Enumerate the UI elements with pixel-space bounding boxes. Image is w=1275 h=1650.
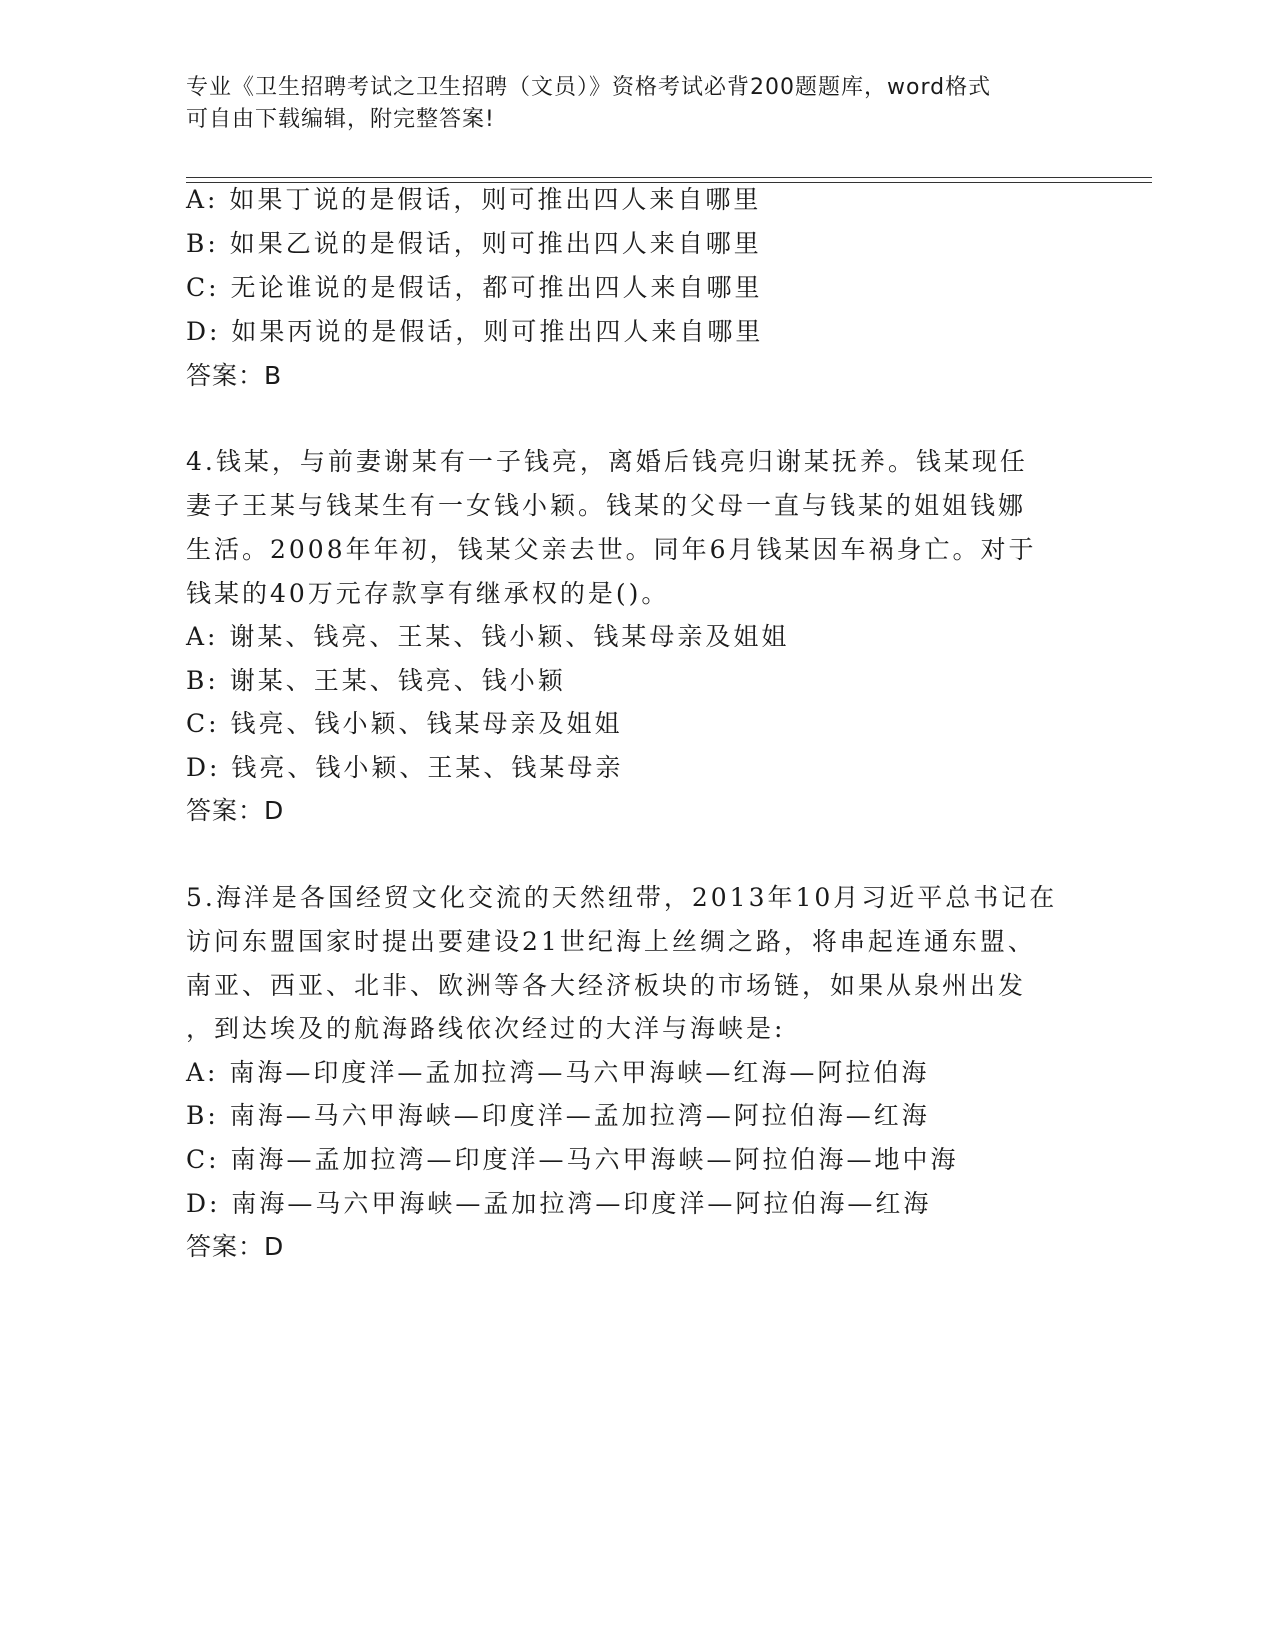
q5-stem-line-1: 5.海洋是各国经贸文化交流的天然纽带，2013年10月习近平总书记在 <box>186 883 1058 912</box>
q3-option-b: B: 如果乙说的是假话，则可推出四人来自哪里 <box>186 229 762 258</box>
header-divider-bottom <box>186 182 1152 183</box>
q4-answer: 答案：D <box>186 796 285 825</box>
q4-option-a: A: 谢某、钱亮、王某、钱小颖、钱某母亲及姐姐 <box>186 622 790 651</box>
q3-option-c: C: 无论谁说的是假话，都可推出四人来自哪里 <box>186 273 763 302</box>
q3-answer: 答案：B <box>186 361 283 390</box>
header-divider-top <box>186 177 1152 178</box>
q5-stem-line-3: 南亚、西亚、北非、欧洲等各大经济板块的市场链，如果从泉州出发 <box>186 971 1027 1000</box>
q4-stem-line-3: 生活。2008年年初，钱某父亲去世。同年6月钱某因车祸身亡。对于 <box>186 535 1037 564</box>
q5-option-d: D: 南海—马六甲海峡—孟加拉湾—印度洋—阿拉伯海—红海 <box>186 1189 932 1218</box>
q5-option-a: A: 南海—印度洋—孟加拉湾—马六甲海峡—红海—阿拉伯海 <box>186 1058 930 1087</box>
header-line-2: 可自由下载编辑，附完整答案! <box>186 107 495 132</box>
q3-option-a: A: 如果丁说的是假话，则可推出四人来自哪里 <box>186 185 762 214</box>
q5-option-c: C: 南海—孟加拉湾—印度洋—马六甲海峡—阿拉伯海—地中海 <box>186 1145 959 1174</box>
header-line-1: 专业《卫生招聘考试之卫生招聘（文员）》资格考试必背200题题库，word格式 <box>186 75 992 100</box>
q4-option-b: B: 谢某、王某、钱亮、钱小颖 <box>186 666 566 695</box>
q5-answer: 答案：D <box>186 1232 285 1261</box>
q3-option-d: D: 如果丙说的是假话，则可推出四人来自哪里 <box>186 317 764 346</box>
q4-stem-line-1: 4.钱某，与前妻谢某有一子钱亮，离婚后钱亮归谢某抚养。钱某现任 <box>186 447 1028 476</box>
q5-stem-line-2: 访问东盟国家时提出要建设21世纪海上丝绸之路，将串起连通东盟、 <box>186 927 1036 956</box>
q5-stem-line-4: ，到达埃及的航海路线依次经过的大洋与海峡是: <box>186 1014 786 1043</box>
q4-option-c: C: 钱亮、钱小颖、钱某母亲及姐姐 <box>186 709 623 738</box>
q4-option-d: D: 钱亮、钱小颖、王某、钱某母亲 <box>186 753 624 782</box>
q4-stem-line-2: 妻子王某与钱某生有一女钱小颖。钱某的父母一直与钱某的姐姐钱娜 <box>186 491 1027 520</box>
document-header <box>186 72 1066 136</box>
q5-option-b: B: 南海—马六甲海峡—印度洋—孟加拉湾—阿拉伯海—红海 <box>186 1101 930 1130</box>
q4-stem-line-4: 钱某的40万元存款享有继承权的是()。 <box>186 579 670 608</box>
